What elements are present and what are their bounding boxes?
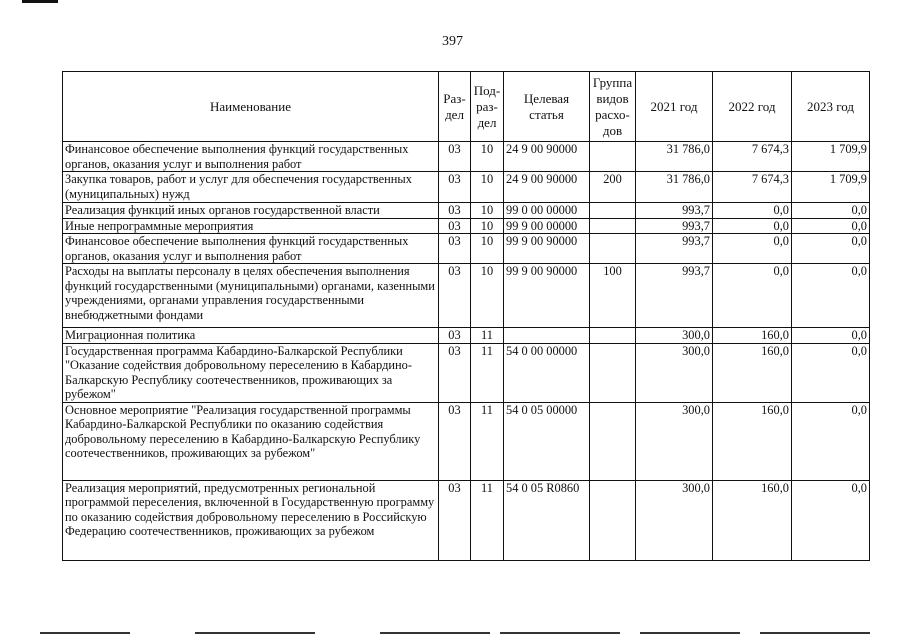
row-section: 03 <box>439 328 471 344</box>
row-section: 03 <box>439 203 471 219</box>
row-target: 99 9 00 90000 <box>504 234 590 264</box>
row-2022: 160,0 <box>713 402 792 480</box>
table-row <box>63 218 870 234</box>
table-row <box>63 402 870 480</box>
header-name: Наименование <box>63 72 439 142</box>
row-subsection: 10 <box>471 234 504 264</box>
row-group <box>590 480 636 560</box>
row-target: 99 9 00 00000 <box>504 218 590 234</box>
row-2023: 0,0 <box>792 328 870 344</box>
row-2021: 993,7 <box>636 203 713 219</box>
row-2021: 300,0 <box>636 343 713 402</box>
row-2022: 0,0 <box>713 218 792 234</box>
row-section: 03 <box>439 402 471 480</box>
row-2021: 31 786,0 <box>636 172 713 203</box>
row-2021: 300,0 <box>636 402 713 480</box>
header-subsection: Под- раз- дел <box>471 72 504 142</box>
row-target: 99 0 00 00000 <box>504 203 590 219</box>
row-2023: 0,0 <box>792 402 870 480</box>
top-rule <box>22 0 58 3</box>
row-target: 54 0 00 00000 <box>504 343 590 402</box>
row-subsection: 11 <box>471 343 504 402</box>
row-2021: 31 786,0 <box>636 142 713 172</box>
row-subsection: 10 <box>471 172 504 203</box>
row-name: Иные непрограммные мероприятия <box>63 218 439 234</box>
row-subsection: 10 <box>471 218 504 234</box>
row-2023: 0,0 <box>792 343 870 402</box>
table-row <box>63 203 870 219</box>
row-target: 99 9 00 90000 <box>504 264 590 328</box>
row-target <box>504 328 590 344</box>
row-name: Финансовое обеспечение выполнения функций государственных органов, оказания услуг и выполнения работ <box>63 234 439 264</box>
row-subsection: 11 <box>471 328 504 344</box>
table-row <box>63 142 870 172</box>
table-row <box>63 172 870 203</box>
row-name: Закупка товаров, работ и услуг для обеспечения государственных (муниципальных) нужд <box>63 172 439 203</box>
row-2022: 0,0 <box>713 234 792 264</box>
row-group <box>590 234 636 264</box>
row-target: 24 9 00 90000 <box>504 142 590 172</box>
row-section: 03 <box>439 234 471 264</box>
header-target: Целевая статья <box>504 72 590 142</box>
row-2023: 1 709,9 <box>792 142 870 172</box>
row-2023: 0,0 <box>792 203 870 219</box>
row-group <box>590 203 636 219</box>
header-2021: 2021 год <box>636 72 713 142</box>
row-section: 03 <box>439 218 471 234</box>
page-number: 397 <box>442 34 463 49</box>
row-name: Реализация мероприятий, предусмотренных региональной программой переселения, включенной в Государственную программу по оказанию содействия добровольному переселению в Российскую Федерацию соотечественников, проживающих за рубежом <box>63 480 439 560</box>
row-name: Основное мероприятие "Реализация государственной программы Кабардино-Балкарской Республики по оказанию содействия добровольному переселению в Кабардино-Балкарскую Республику соотечественников, проживающих за рубежом" <box>63 402 439 480</box>
row-2022: 7 674,3 <box>713 172 792 203</box>
row-name: Расходы на выплаты персоналу в целях обеспечения выполнения функций государственными (муниципальными) органами, казенными учреждениями, органами управления государственными внебюджетными фондами <box>63 264 439 328</box>
row-2022: 7 674,3 <box>713 142 792 172</box>
row-2023: 0,0 <box>792 234 870 264</box>
row-group: 200 <box>590 172 636 203</box>
header-section: Раз- дел <box>439 72 471 142</box>
row-target: 24 9 00 90000 <box>504 172 590 203</box>
row-group <box>590 328 636 344</box>
row-2021: 300,0 <box>636 328 713 344</box>
table-row <box>63 264 870 328</box>
row-2021: 993,7 <box>636 234 713 264</box>
table-header-row <box>63 72 870 142</box>
row-2022: 0,0 <box>713 264 792 328</box>
row-section: 03 <box>439 480 471 560</box>
row-subsection: 11 <box>471 402 504 480</box>
row-section: 03 <box>439 264 471 328</box>
table-row <box>63 328 870 344</box>
row-target: 54 0 05 R0860 <box>504 480 590 560</box>
row-name: Реализация функций иных органов государственной власти <box>63 203 439 219</box>
row-subsection: 11 <box>471 480 504 560</box>
row-2021: 300,0 <box>636 480 713 560</box>
row-2022: 160,0 <box>713 328 792 344</box>
row-section: 03 <box>439 172 471 203</box>
row-section: 03 <box>439 343 471 402</box>
row-name: Финансовое обеспечение выполнения функций государственных органов, оказания услуг и выполнения работ <box>63 142 439 172</box>
row-2023: 0,0 <box>792 218 870 234</box>
table-row <box>63 343 870 402</box>
header-2022: 2022 год <box>713 72 792 142</box>
header-group: Группа видов расхо- дов <box>590 72 636 142</box>
row-group <box>590 343 636 402</box>
row-subsection: 10 <box>471 142 504 172</box>
row-name: Миграционная политика <box>63 328 439 344</box>
row-2023: 1 709,9 <box>792 172 870 203</box>
row-group <box>590 402 636 480</box>
row-2021: 993,7 <box>636 264 713 328</box>
row-subsection: 10 <box>471 264 504 328</box>
row-2023: 0,0 <box>792 480 870 560</box>
row-2022: 160,0 <box>713 343 792 402</box>
row-2023: 0,0 <box>792 264 870 328</box>
row-name: Государственная программа Кабардино-Балкарской Республики "Оказание содействия добровольному переселению в Кабардино-Балкарскую Республику соотечественников, проживающих за рубежом" <box>63 343 439 402</box>
table-row <box>63 480 870 560</box>
row-group <box>590 218 636 234</box>
row-group: 100 <box>590 264 636 328</box>
row-2022: 160,0 <box>713 480 792 560</box>
row-subsection: 10 <box>471 203 504 219</box>
row-group <box>590 142 636 172</box>
row-section: 03 <box>439 142 471 172</box>
row-2021: 993,7 <box>636 218 713 234</box>
row-2022: 0,0 <box>713 203 792 219</box>
row-target: 54 0 05 00000 <box>504 402 590 480</box>
page-bottom-rules <box>0 632 905 636</box>
table-row <box>63 234 870 264</box>
header-2023: 2023 год <box>792 72 870 142</box>
budget-table <box>62 71 870 561</box>
